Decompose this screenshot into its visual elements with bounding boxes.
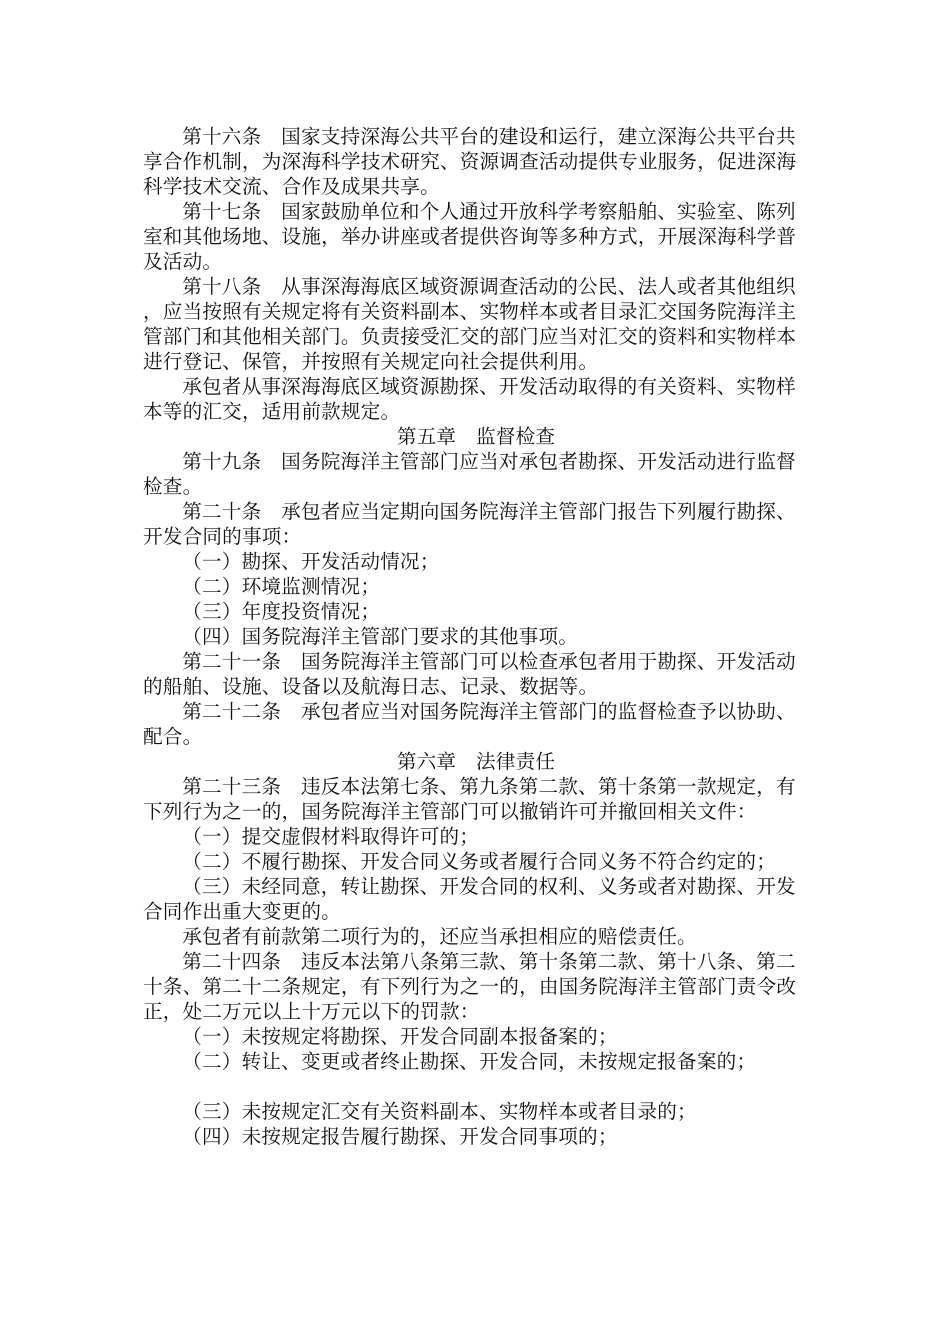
article-21: 第二十一条 国务院海洋主管部门可以检查承包者用于勘探、开发活动的船舶、设施、设备以及航海日志、记录、数据等。	[143, 650, 796, 698]
chapter-5-heading: 第五章 监督检查	[396, 425, 556, 448]
article-20-item-4: （四）国务院海洋主管部门要求的其他事项。	[182, 625, 579, 648]
article-23-item-3: （三）未经同意，转让勘探、开发合同的权利、义务或者对勘探、开发合同作出重大变更的。	[143, 875, 796, 923]
article-18: 第十八条 从事深海海底区域资源调查活动的公民、法人或者其他组织，应当按照有关规定将有关资料副本、实物样本或者目录汇交国务院海洋主管部门和其他相关部门。负责接受汇交的部门应当对汇交的资料和实物样本进行登记、保管，并按照有关规定向社会提供利用。	[143, 275, 797, 373]
article-18-paragraph-2: 承包者从事深海海底区域资源勘探、开发活动取得的有关资料、实物样本等的汇交，适用前款规定。	[143, 375, 796, 423]
article-20-item-3: （三）年度投资情况；	[182, 600, 381, 623]
chapter-6-heading: 第六章 法律责任	[396, 750, 556, 773]
article-24-item-1: （一）未按规定将勘探、开发合同副本报备案的；	[182, 1025, 618, 1048]
article-23-item-2: （二）不履行勘探、开发合同义务或者履行合同义务不符合约定的；	[182, 850, 776, 873]
article-23: 第二十三条 违反本法第七条、第九条第二款、第十条第一款规定，有下列行为之一的，国务院海洋主管部门可以撤销许可并撤回相关文件：	[143, 775, 796, 823]
article-24-item-4: （四）未按规定报告履行勘探、开发合同事项的；	[182, 1125, 618, 1148]
article-19: 第十九条 国务院海洋主管部门应当对承包者勘探、开发活动进行监督检查。	[143, 450, 796, 498]
article-20-item-1: （一）勘探、开发活动情况；	[182, 550, 440, 573]
document-page	[143, 124, 809, 1149]
article-20: 第二十条 承包者应当定期向国务院海洋主管部门报告下列履行勘探、开发合同的事项：	[143, 500, 796, 548]
article-24-item-3: （三）未按规定汇交有关资料副本、实物样本或者目录的；	[182, 1100, 697, 1123]
article-24: 第二十四条 违反本法第八条第三款、第十条第二款、第十八条、第二十条、第二十二条规定，有下列行为之一的，由国务院海洋主管部门责令改正，处二万元以上十万元以下的罚款：	[143, 950, 797, 1023]
article-24-item-2: （二）转让、变更或者终止勘探、开发合同，未按规定报备案的；	[182, 1050, 757, 1073]
article-23-paragraph-2: 承包者有前款第二项行为的，还应当承担相应的赔偿责任。	[182, 925, 697, 948]
article-23-item-1: （一）提交虚假材料取得许可的；	[182, 825, 480, 848]
article-17: 第十七条 国家鼓励单位和个人通过开放科学考察船舶、实验室、陈列室和其他场地、设施，举办讲座或者提供咨询等多种方式，开展深海科学普及活动。	[143, 200, 797, 273]
article-16: 第十六条 国家支持深海公共平台的建设和运行，建立深海公共平台共享合作机制，为深海科学技术研究、资源调查活动提供专业服务，促进深海科学技术交流、合作及成果共享。	[143, 125, 797, 198]
article-20-item-2: （二）环境监测情况；	[182, 575, 381, 598]
blank-line	[143, 1074, 809, 1099]
article-22: 第二十二条 承包者应当对国务院海洋主管部门的监督检查予以协助、配合。	[143, 700, 796, 748]
